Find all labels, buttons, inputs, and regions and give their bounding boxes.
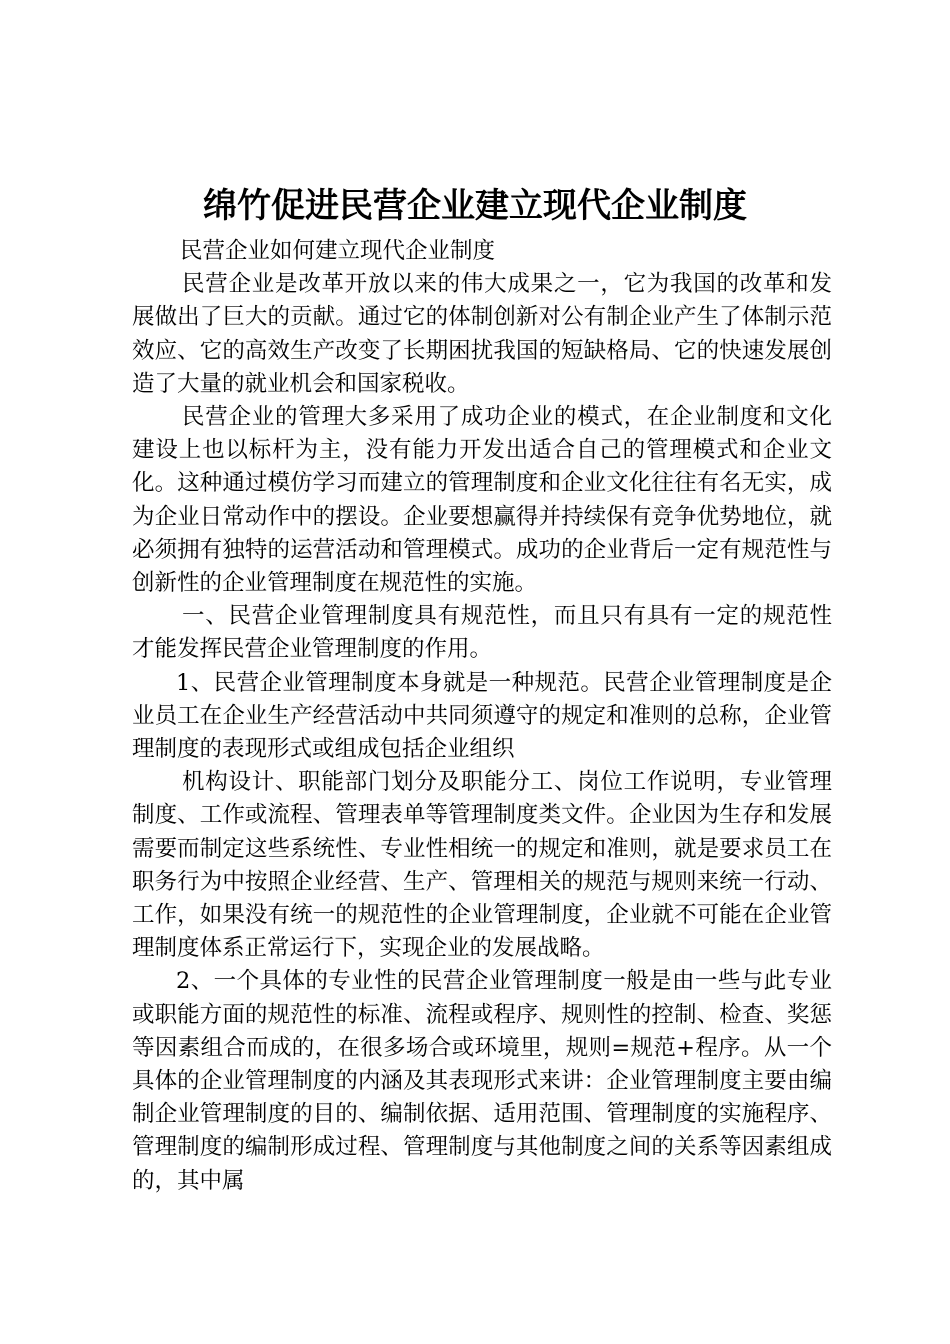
paragraph-management-model: 民营企业的管理大多采用了成功企业的模式，在企业制度和文化建设上也以标杆为主，没有能力开发出适合自己的管理模式和企业文化。这种通过模仿学习而建立的管理制度和企业文化往往有名无实，成为企业日常动作中的摆设。企业要想赢得并持续保有竞争优势地位，就必须拥有独特的运营活动和管理模式。成功的企业背后一定有规范性与创新性的企业管理制度在规范性的实施。: [132, 404, 832, 597]
document-subtitle: 民营企业如何建立现代企业制度: [180, 238, 496, 264]
paragraph-organization-structure: 机构设计、职能部门划分及职能分工、岗位工作说明，专业管理制度、工作或流程、管理表单等管理制度类文件。企业因为生存和发展需要而制定这些系统性、专业性相统一的规定和准则，就是要求员工在职务行为中按照企业经营、生产、管理相关的规范与规则来统一行动、工作，如果没有统一的规范性的企业管理制度，企业就不可能在企业管理制度体系正常运行下，实现企业的发展战略。: [132, 769, 832, 962]
paragraph-point-one: 1、民营企业管理制度本身就是一种规范。民营企业管理制度是企业员工在企业生产经营活动中共同须遵守的规定和准则的总称，企业管理制度的表现形式或组成包括企业组织: [132, 669, 832, 763]
document-title: 绵竹促进民营企业建立现代企业制度: [203, 186, 747, 226]
paragraph-point-two: 2、一个具体的专业性的民营企业管理制度一般是由一些与此专业或职能方面的规范性的标准、流程或程序、规则性的控制、检查、奖惩等因素组合而成的，在很多场合或环境里，规则=规范+程序。从一个具体的企业管理制度的内涵及其表现形式来讲：企业管理制度主要由编制企业管理制度的目的、编制依据、适用范围、管理制度的实施程序、管理制度的编制形成过程、管理制度与其他制度之间的关系等因素组成的，其中属: [132, 968, 832, 1194]
paragraph-section-one-heading: 一、民营企业管理制度具有规范性，而且只有具有一定的规范性才能发挥民营企业管理制度的作用。: [132, 603, 832, 663]
paragraph-intro: 民营企业是改革开放以来的伟大成果之一，它为我国的改革和发展做出了巨大的贡献。通过它的体制创新对公有制企业产生了体制示范效应、它的高效生产改变了长期困扰我国的短缺格局、它的快速发展创造了大量的就业机会和国家税收。: [132, 271, 832, 397]
document-body: [132, 235, 832, 1198]
